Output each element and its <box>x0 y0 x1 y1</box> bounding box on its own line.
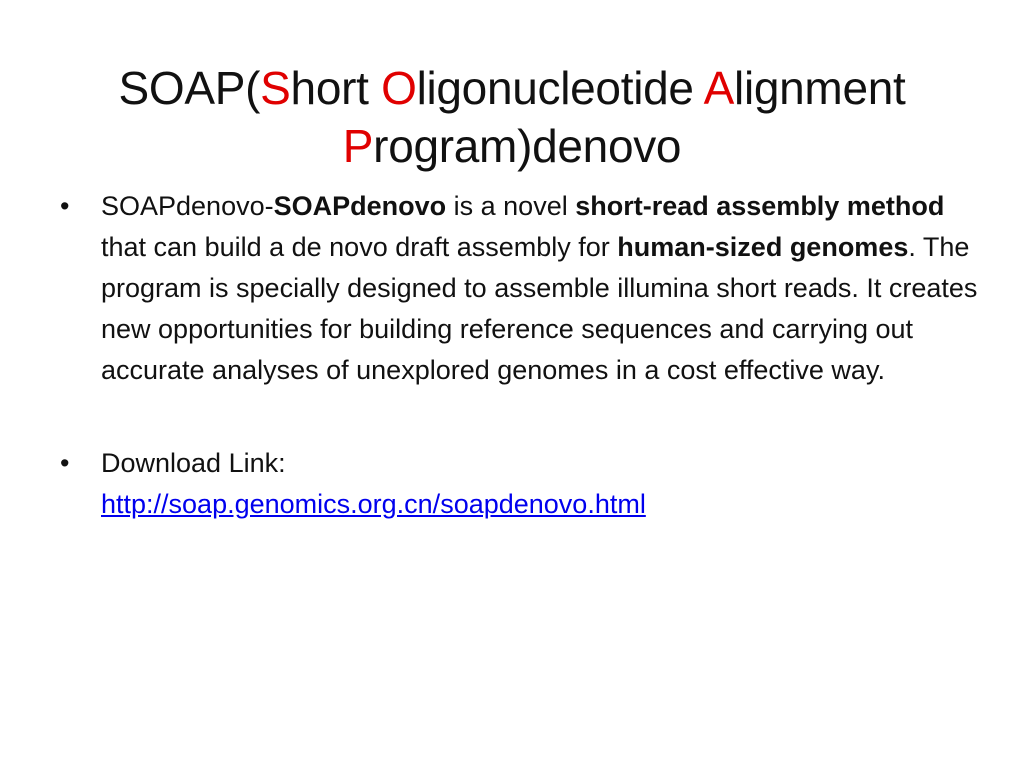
title-word-oligonucleotide: ligonucleotide <box>416 61 704 114</box>
bold-segment: short-read assembly method <box>575 191 945 221</box>
bullet-description <box>60 186 980 391</box>
text-segment: that can build a de novo draft assembly for <box>101 232 618 262</box>
title-word-alignment: lignment <box>734 61 906 114</box>
bullet-text <box>101 191 977 385</box>
bold-segment: human-sized genomes <box>617 232 909 262</box>
bullet-list <box>60 186 980 525</box>
bullet-dot-icon: • <box>60 448 70 478</box>
bullet-dot-icon: • <box>60 191 70 221</box>
title-prefix: SOAP( <box>118 61 261 114</box>
download-link[interactable]: http://soap.genomics.org.cn/soapdenovo.html <box>101 489 646 519</box>
text-segment: SOAPdenovo- <box>101 191 274 221</box>
title-word-short: hort <box>290 61 382 114</box>
title-letter-a: A <box>703 61 735 114</box>
title-word-program: rogram)denovo <box>373 119 682 172</box>
text-segment: is a novel <box>446 191 576 221</box>
title-letter-s: S <box>260 61 291 114</box>
slide-title <box>40 59 984 175</box>
text-segment: . The program is specially designed to assemble illumina short reads. It creates new opportunities for building reference sequences and carrying out accurate analyses of unexplored genomes in a cost effective way. <box>101 232 978 385</box>
download-label: Download Link: <box>101 448 286 478</box>
bold-segment: SOAPdenovo <box>273 191 447 221</box>
bullet-download <box>60 443 980 525</box>
title-letter-p: P <box>342 119 374 172</box>
title-letter-o: O <box>381 61 417 114</box>
